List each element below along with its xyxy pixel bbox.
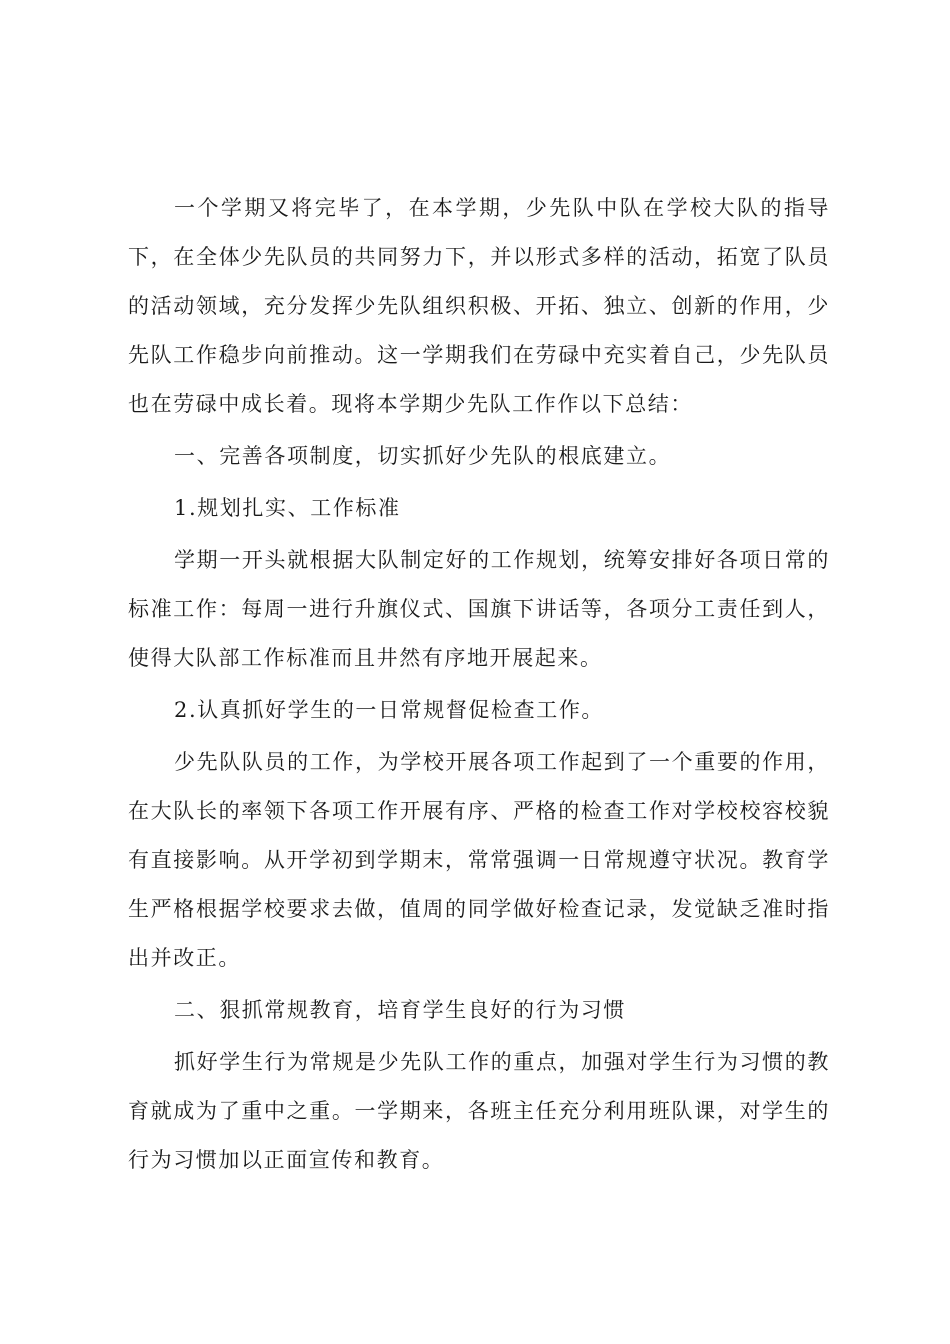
intro-paragraph: 一个学期又将完毕了，在本学期，少先队中队在学校大队的指导下，在全体少先队员的共同努力下，并以形式多样的活动，拓宽了队员的活动领域，充分发挥少先队组织积极、开拓、独立、创新的作用，少先队工作稳步向前推动。这一学期我们在劳碌中充实着自己，少先队员也在劳碌中成长着。现将本学期少先队工作作以下总结： [128,196,830,416]
paragraph-planning: 学期一开头就根据大队制定好的工作规划，统筹安排好各项日常的标准工作：每周一进行升旗仪式、国旗下讲话等，各项分工责任到人，使得大队部工作标准而且井然有序地开展起来。 [128,548,830,670]
paragraph-behavior: 抓好学生行为常规是少先队工作的重点，加强对学生行为习惯的教育就成为了重中之重。一学期来，各班主任充分利用班队课，对学生的行为习惯加以正面宣传和教育。 [128,1050,830,1172]
section-heading-1: 一、完善各项制度，切实抓好少先队的根底建立。 [174,444,672,468]
subsection-heading-1-1: 1.规划扎实、工作标准 [174,496,401,520]
paragraph-inspection: 少先队队员的工作，为学校开展各项工作起到了一个重要的作用，在大队长的率领下各项工作开展有序、严格的检查工作对学校校容校貌有直接影响。从开学初到学期末，常常强调一日常规遵守状况。教育学生严格根据学校要求去做，值周的同学做好检查记录，发觉缺乏准时指出并改正。 [128,750,830,970]
section-heading-2: 二、狠抓常规教育，培育学生良好的行为习惯 [174,998,626,1022]
document-body [128,184,830,1188]
subsection-heading-1-2: 2.认真抓好学生的一日常规督促检查工作。 [174,698,605,722]
